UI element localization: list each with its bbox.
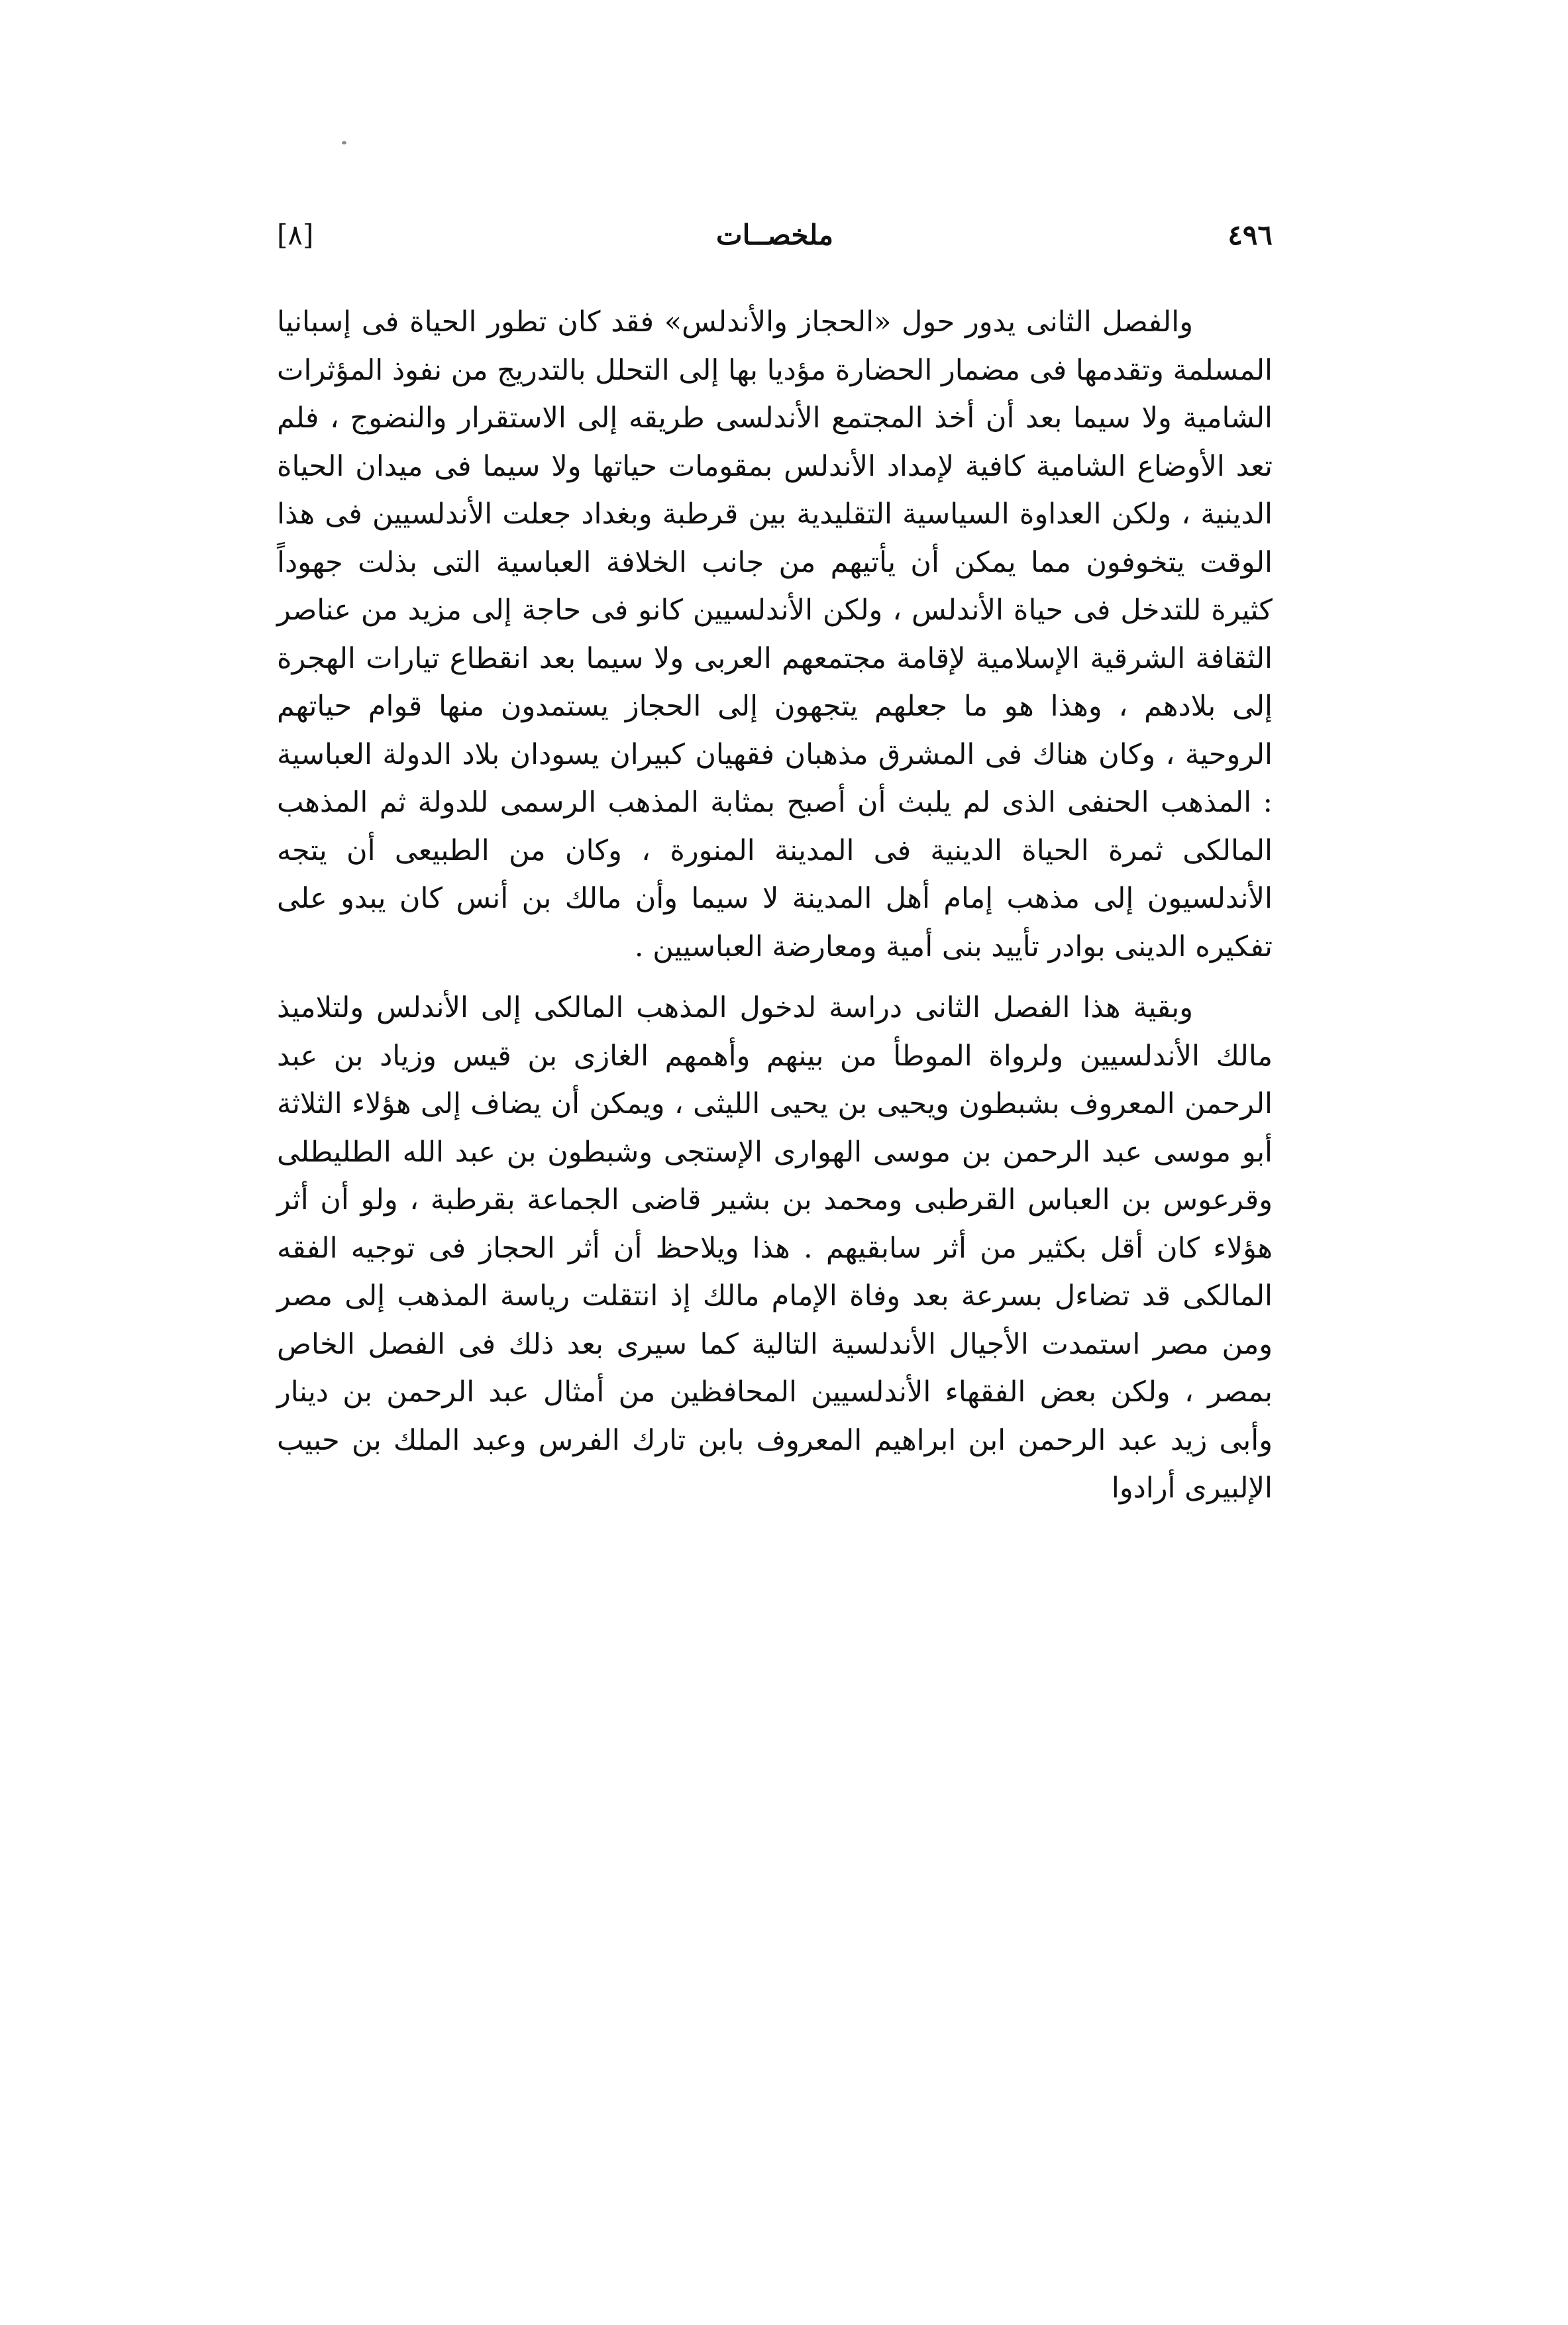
page-header bbox=[277, 219, 1273, 272]
running-title: ملخصــات bbox=[716, 219, 833, 251]
paragraph-hijaz-andalus: والفصل الثانى يدور حول «الحجاز والأندلس» فقد كان تطور الحياة فى إسبانيا المسلمة وتقدمها فى مضمار الحضارة مؤديا بها إلى التحلل بالتدريج من نفوذ المؤثرات الشامية ولا سيما بعد أن أخذ المجتمع الأندلسى طريقه إلى الاستقرار والنضوج ، فلم تعد الأوضاع الشامية كافية لإمداد الأندلس بمقومات حياتها ولا سيما فى ميدان الحياة الدينية ، ولكن العداوة السياسية التقليدية بين قرطبة وبغداد جعلت الأندلسيين فى هذا الوقت يتخوفون مما يمكن أن يأتيهم من جانب الخلافة العباسية التى بذلت جهوداً كثيرة للتدخل فى حياة الأندلس ، ولكن الأندلسيين كانو فى حاجة إلى مزيد من عناصر الثقافة الشرقية الإسلامية لإقامة مجتمعهم العربى ولا سيما بعد انقطاع تيارات الهجرة إلى بلادهم ، وهذا هو ما جعلهم يتجهون إلى الحجاز يستمدون منها قوام حياتهم الروحية ، وكان هناك فى المشرق مذهبان فقهيان كبيران يسودان بلاد الدولة العباسية : المذهب الحنفى الذى لم يلبث أن أصبح بمثابة المذهب الرسمى للدولة ثم المذهب المالكى ثمرة الحياة الدينية فى المدينة المنورة ، وكان من الطبيعى أن يتجه الأندلسيون إلى مذهب إمام أهل المدينة لا سيما وأن مالك بن أنس كان يبدو على تفكيره الدينى بوادر تأييد بنى أمية ومعارضة العباسيين . bbox=[277, 305, 1273, 963]
body-text bbox=[277, 298, 1273, 1513]
section-number: [٨] bbox=[277, 219, 314, 251]
scan-speck bbox=[342, 141, 346, 144]
page-number: ٤٩٦ bbox=[1228, 219, 1273, 251]
paragraph-maliki-school: وبقية هذا الفصل الثانى دراسة لدخول المذهب المالكى إلى الأندلس ولتلاميذ مالك الأندلسيين ولرواة الموطأ من بينهم وأهمهم الغازى بن قيس وزياد بن عبد الرحمن المعروف بشبطون ويحيى بن يحيى الليثى ، ويمكن أن يضاف إلى هؤلاء الثلاثة أبو موسى عبد الرحمن بن موسى الهوارى الإستجى وشبطون بن عبد الله الطليطلى وقرعوس بن العباس القرطبى ومحمد بن بشير قاضى الجماعة بقرطبة ، ولو أن أثر هؤلاء كان أقل بكثير من أثر سابقيهم . هذا ويلاحظ أن أثر الحجاز فى توجيه الفقه المالكى قد تضاءل بسرعة بعد وفاة الإمام مالك إذ انتقلت رياسة المذهب إلى مصر ومن مصر استمدت الأجيال الأندلسية التالية كما سيرى بعد ذلك فى الفصل الخاص بمصر ، ولكن بعض الفقهاء الأندلسيين المحافظين من أمثال عبد الرحمن بن دينار وأبى زيد عبد الرحمن ابن ابراهيم المعروف بابن تارك الفرس وعبد الملك بن حبيب الإلبيرى أرادوا bbox=[277, 991, 1273, 1505]
